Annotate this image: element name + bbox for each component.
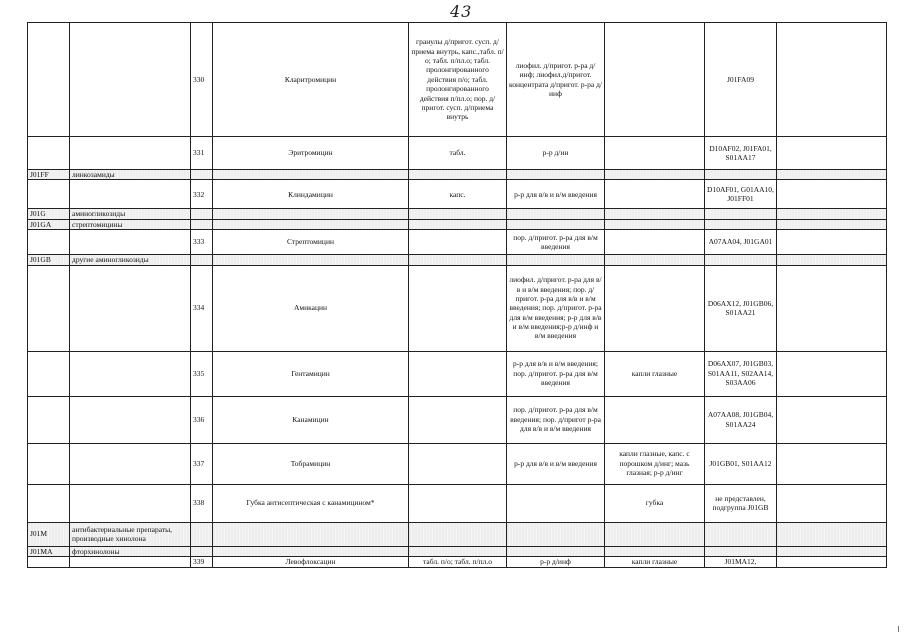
note-cell	[777, 230, 887, 255]
other-forms-cell	[605, 396, 705, 443]
drug-name-cell: Кларитромицин	[213, 23, 409, 137]
empty-cell	[605, 522, 705, 546]
empty-cell	[705, 255, 777, 265]
empty-cell	[507, 170, 605, 180]
empty-cell	[507, 209, 605, 219]
empty-cell	[191, 170, 213, 180]
other-forms-cell	[605, 265, 705, 351]
group-row	[28, 522, 887, 546]
group-title: другие аминогликозиды	[70, 255, 191, 265]
empty-cell	[605, 170, 705, 180]
group-code: J01FF	[28, 170, 70, 180]
note-cell	[777, 180, 887, 209]
empty-cell	[409, 170, 507, 180]
injection-forms-cell: р-р для в/в и в/м введения; пор. д/пригот. р-ра для в/м введения	[507, 351, 605, 396]
group-name-cell	[70, 443, 191, 484]
drug-name-cell: Губка антисептическая с канамицином*	[213, 484, 409, 522]
oral-forms-cell	[409, 230, 507, 255]
atc-code-cell	[28, 443, 70, 484]
atc-code-cell	[28, 484, 70, 522]
item-number-cell: 338	[191, 484, 213, 522]
oral-forms-cell	[409, 484, 507, 522]
empty-cell	[605, 255, 705, 265]
item-number-cell: 332	[191, 180, 213, 209]
other-forms-cell	[605, 230, 705, 255]
empty-cell	[777, 255, 887, 265]
injection-forms-cell: пор. д/пригот. р-ра для в/м введения; пор. д/пригот р-ра для в/в и в/м введения	[507, 396, 605, 443]
drug-name-cell: Амикацин	[213, 265, 409, 351]
atc-list-cell: D06AX07, J01GB03, S01AA11, S02AA14, S03AA06	[705, 351, 777, 396]
group-row	[28, 170, 887, 180]
empty-cell	[605, 209, 705, 219]
drug-name-cell: Левофлоксацин	[213, 556, 409, 567]
empty-cell	[605, 219, 705, 229]
other-forms-cell: капли глазные	[605, 351, 705, 396]
oral-forms-cell: табл.	[409, 137, 507, 170]
empty-cell	[777, 219, 887, 229]
group-row	[28, 255, 887, 265]
group-code: J01MA	[28, 546, 70, 556]
empty-cell	[705, 522, 777, 546]
empty-cell	[213, 546, 409, 556]
atc-list-cell: A07AA04, J01GA01	[705, 230, 777, 255]
table-row	[28, 230, 887, 255]
atc-list-cell: J01GB01, S01AA12	[705, 443, 777, 484]
item-number-cell: 334	[191, 265, 213, 351]
empty-cell	[409, 219, 507, 229]
table-row	[28, 137, 887, 170]
oral-forms-cell: капс.	[409, 180, 507, 209]
atc-list-cell: J01FA09	[705, 23, 777, 137]
table-row	[28, 484, 887, 522]
note-cell	[777, 351, 887, 396]
drug-name-cell: Клиндамицин	[213, 180, 409, 209]
empty-cell	[777, 546, 887, 556]
other-forms-cell	[605, 180, 705, 209]
empty-cell	[191, 209, 213, 219]
empty-cell	[191, 219, 213, 229]
note-cell	[777, 556, 887, 567]
atc-list-cell: J01MA12,	[705, 556, 777, 567]
group-title: фторхинолоны	[70, 546, 191, 556]
injection-forms-cell: р-р д/ин	[507, 137, 605, 170]
group-name-cell	[70, 23, 191, 137]
group-row	[28, 546, 887, 556]
oral-forms-cell: гранулы д/пригот. сусп. д/приема внутрь, капс.,табл. п/о; табл. п/пл.о; табл. пролонгированного действия п/о; табл. пролонгированного действия п/пл.о; пор. д/пригот. сусп. д/приема внутрь	[409, 23, 507, 137]
drug-name-cell: Гентамицин	[213, 351, 409, 396]
empty-cell	[213, 219, 409, 229]
note-cell	[777, 137, 887, 170]
note-cell	[777, 396, 887, 443]
empty-cell	[409, 255, 507, 265]
drug-name-cell: Стрептомицин	[213, 230, 409, 255]
note-cell	[777, 23, 887, 137]
empty-cell	[507, 522, 605, 546]
item-number-cell: 333	[191, 230, 213, 255]
group-name-cell	[70, 484, 191, 522]
injection-forms-cell: р-р д/инф	[507, 556, 605, 567]
atc-list-cell: не представлен, подгруппа J01GB	[705, 484, 777, 522]
item-number-cell: 330	[191, 23, 213, 137]
group-name-cell	[70, 265, 191, 351]
injection-forms-cell: р-р для в/в и в/м введения	[507, 180, 605, 209]
group-name-cell	[70, 180, 191, 209]
table-row	[28, 265, 887, 351]
group-name-cell	[70, 396, 191, 443]
empty-cell	[191, 255, 213, 265]
oral-forms-cell	[409, 351, 507, 396]
item-number-cell: 335	[191, 351, 213, 396]
group-title: стрептомицины	[70, 219, 191, 229]
note-cell	[777, 265, 887, 351]
empty-cell	[409, 522, 507, 546]
group-row	[28, 219, 887, 229]
item-number-cell: 331	[191, 137, 213, 170]
empty-cell	[507, 255, 605, 265]
drug-table	[27, 22, 887, 568]
scan-mark	[898, 626, 899, 632]
other-forms-cell	[605, 137, 705, 170]
empty-cell	[409, 546, 507, 556]
atc-code-cell	[28, 556, 70, 567]
drug-name-cell: Тобрамицин	[213, 443, 409, 484]
atc-code-cell	[28, 137, 70, 170]
atc-code-cell	[28, 351, 70, 396]
atc-code-cell	[28, 180, 70, 209]
oral-forms-cell	[409, 265, 507, 351]
group-title: линкозамиды	[70, 170, 191, 180]
atc-code-cell	[28, 396, 70, 443]
atc-list-cell: D06AX12, J01GB06, S01AA21	[705, 265, 777, 351]
atc-list-cell: A07AA08, J01GB04, S01AA24	[705, 396, 777, 443]
group-name-cell	[70, 137, 191, 170]
table-row	[28, 180, 887, 209]
empty-cell	[213, 170, 409, 180]
group-title: антибактериальные препараты, производные хинолона	[70, 522, 191, 546]
group-code: J01G	[28, 209, 70, 219]
oral-forms-cell	[409, 443, 507, 484]
atc-list-cell: D10AF01, G01AA10, J01FF01	[705, 180, 777, 209]
empty-cell	[213, 209, 409, 219]
empty-cell	[507, 546, 605, 556]
group-code: J01GB	[28, 255, 70, 265]
group-name-cell	[70, 556, 191, 567]
group-code: J01GA	[28, 219, 70, 229]
note-cell	[777, 443, 887, 484]
group-row	[28, 209, 887, 219]
empty-cell	[507, 219, 605, 229]
item-number-cell: 337	[191, 443, 213, 484]
drug-name-cell: Канамицин	[213, 396, 409, 443]
empty-cell	[213, 522, 409, 546]
atc-code-cell	[28, 265, 70, 351]
table-row	[28, 556, 887, 567]
table-row	[28, 396, 887, 443]
empty-cell	[705, 209, 777, 219]
injection-forms-cell: лиофил. д/пригот. р-ра д/инф; лиофил.д/пригот. концентрата д/пригот. р-ра д/инф	[507, 23, 605, 137]
empty-cell	[213, 255, 409, 265]
oral-forms-cell: табл. п/о; табл. п/пл.о	[409, 556, 507, 567]
injection-forms-cell	[507, 484, 605, 522]
injection-forms-cell: лиофил. д/пригот. р-ра для в/в и в/м введения; пор. д/пригот. р-ра для в/в и в/м введения; пор. д/пригот. р-ра для в/м введения; р-р для в/в и в/м введения;р-р д/инф и в/м введения	[507, 265, 605, 351]
empty-cell	[777, 522, 887, 546]
item-number-cell: 336	[191, 396, 213, 443]
empty-cell	[191, 522, 213, 546]
group-name-cell	[70, 351, 191, 396]
page-number: 43	[450, 2, 473, 21]
table-row	[28, 443, 887, 484]
empty-cell	[409, 209, 507, 219]
injection-forms-cell: р-р для в/в и в/м введения	[507, 443, 605, 484]
empty-cell	[191, 546, 213, 556]
table-body	[28, 23, 887, 568]
item-number-cell: 339	[191, 556, 213, 567]
empty-cell	[705, 546, 777, 556]
empty-cell	[777, 170, 887, 180]
empty-cell	[777, 209, 887, 219]
group-name-cell	[70, 230, 191, 255]
oral-forms-cell	[409, 396, 507, 443]
group-title: аминогликозиды	[70, 209, 191, 219]
empty-cell	[605, 546, 705, 556]
empty-cell	[705, 219, 777, 229]
injection-forms-cell: пор. д/пригот. р-ра для в/м введения	[507, 230, 605, 255]
table-row	[28, 23, 887, 137]
atc-code-cell	[28, 230, 70, 255]
note-cell	[777, 484, 887, 522]
other-forms-cell: капли глазные	[605, 556, 705, 567]
empty-cell	[705, 170, 777, 180]
table-row	[28, 351, 887, 396]
other-forms-cell	[605, 23, 705, 137]
atc-code-cell	[28, 23, 70, 137]
other-forms-cell: капли глазные, капс. с порошком д/инг; мазь глазная; р-р д/инг	[605, 443, 705, 484]
atc-list-cell: D10AF02, J01FA01, S01AA17	[705, 137, 777, 170]
group-code: J01M	[28, 522, 70, 546]
drug-name-cell: Эритромицин	[213, 137, 409, 170]
other-forms-cell: губка	[605, 484, 705, 522]
